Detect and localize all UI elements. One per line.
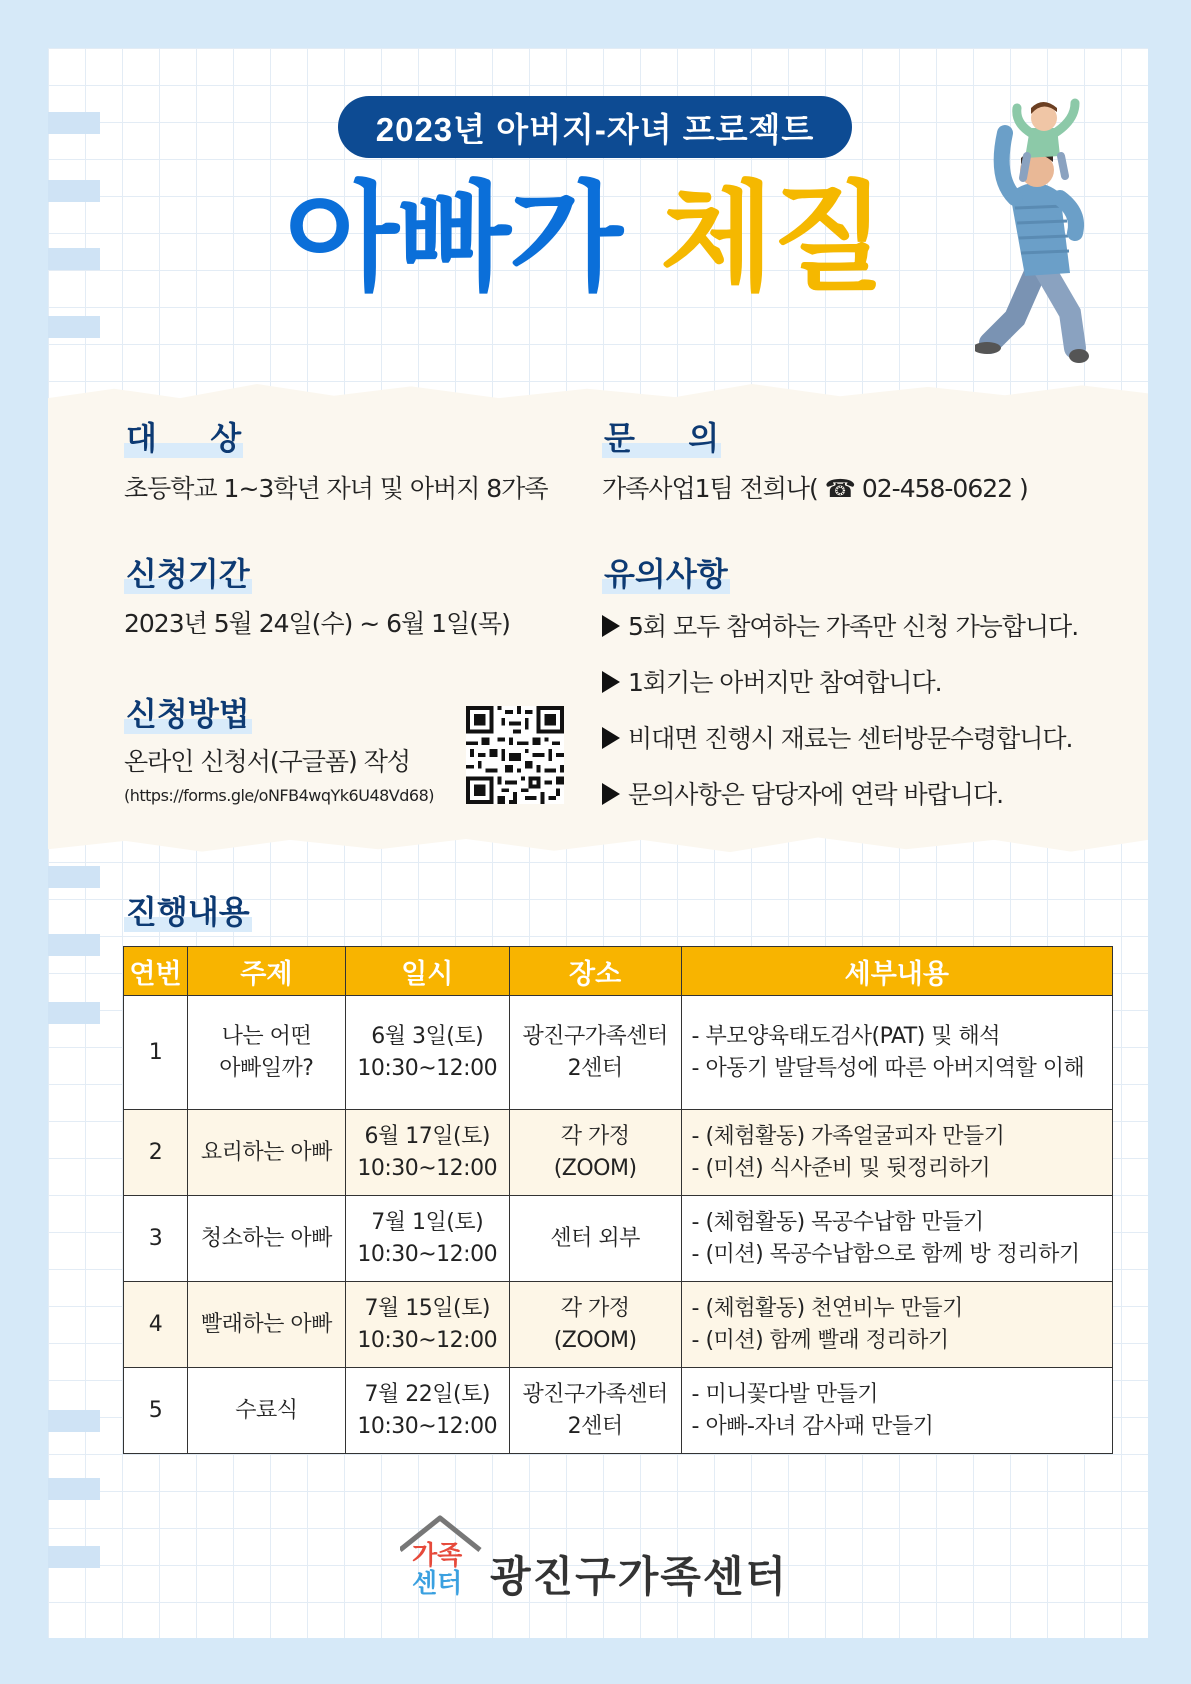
inquiry-text [602, 472, 1028, 506]
detail-line: - (체험활동) 목공수납함 만들기 [691, 1209, 984, 1235]
note-text: 5회 모두 참여하는 가족만 신청 가능합니다. [628, 612, 1079, 641]
column-header: 주제 [187, 947, 345, 996]
session-date: 7월 22일(토) [364, 1381, 490, 1407]
binder-tab [48, 316, 100, 338]
place-line: (ZOOM) [553, 1155, 637, 1181]
binder-tab [48, 934, 100, 956]
session-time: 10:30~12:00 [357, 1241, 498, 1267]
detail-line: - (체험활동) 가족얼굴피자 만들기 [691, 1123, 1005, 1149]
session-number: 5 [124, 1368, 188, 1454]
column-header: 장소 [509, 947, 681, 996]
session-place [509, 1196, 681, 1282]
table-row [124, 996, 1113, 1110]
session-time: 10:30~12:00 [357, 1327, 498, 1353]
place-line: 2센터 [567, 1413, 623, 1439]
inquiry-phone[interactable]: 02-458-0622 [861, 474, 1013, 503]
father-child-illustration-icon [975, 98, 1125, 364]
main-title [285, 168, 925, 308]
place-line: (ZOOM) [553, 1327, 637, 1353]
title-part-yellow: 체질 [660, 169, 885, 307]
target-heading: 대 상 [126, 420, 242, 456]
inquiry-suffix: ) [1019, 474, 1028, 503]
session-place [509, 996, 681, 1110]
note-text: 1회기는 아버지만 참여합니다. [628, 668, 942, 697]
session-time: 10:30~12:00 [357, 1155, 498, 1181]
table-row [124, 1110, 1113, 1196]
schedule-heading: 진행내용 [126, 894, 250, 930]
logo-line-1: 가족 [412, 1540, 463, 1570]
phone-icon: ☎ [824, 474, 855, 503]
topic-line: 나는 어떤 [221, 1023, 312, 1049]
place-line: 각 가정 [560, 1295, 630, 1321]
topic-line: 빨래하는 아빠 [200, 1311, 332, 1337]
detail-line: - 미니꽃다발 만들기 [691, 1381, 878, 1407]
place-line: 2센터 [567, 1055, 623, 1081]
detail-line: - 아동기 발달특성에 따른 아버지역할 이해 [691, 1055, 1085, 1081]
place-line: 센터 외부 [550, 1225, 640, 1251]
session-detail [681, 996, 1112, 1110]
place-line: 각 가정 [560, 1123, 630, 1149]
note-item [602, 607, 1078, 643]
note-item [602, 663, 942, 699]
session-topic [187, 996, 345, 1110]
binder-tab [48, 1410, 100, 1432]
session-detail [681, 1368, 1112, 1454]
topic-line: 청소하는 아빠 [200, 1225, 332, 1251]
method-url[interactable]: (https://forms.gle/oNFB4wqYk6U48Vd68) [124, 786, 435, 805]
session-datetime [345, 1196, 509, 1282]
session-datetime [345, 1110, 509, 1196]
binder-tab [48, 1546, 100, 1568]
topic-line: 아빠일까? [219, 1055, 314, 1081]
triangle-bullet-icon [602, 615, 620, 637]
binder-tab [48, 1478, 100, 1500]
logo-line-2: 센터 [412, 1568, 463, 1598]
triangle-bullet-icon [602, 671, 620, 693]
schedule-table [123, 946, 1113, 1454]
detail-line: - 부모양육태도검사(PAT) 및 해석 [691, 1023, 1001, 1049]
title-part-blue: 아빠가 [285, 169, 621, 307]
session-datetime [345, 1368, 509, 1454]
project-badge: 2023년 아버지-자녀 프로젝트 [338, 96, 852, 158]
place-line: 광진구가족센터 [522, 1381, 668, 1407]
topic-line: 요리하는 아빠 [200, 1139, 332, 1165]
note-item [602, 719, 1073, 755]
inquiry-heading: 문 의 [604, 420, 720, 456]
session-place [509, 1368, 681, 1454]
detail-line: - (체험활동) 천연비누 만들기 [691, 1295, 963, 1321]
table-row [124, 1368, 1113, 1454]
session-topic [187, 1368, 345, 1454]
inquiry-contact: 가족사업1팀 전희나( [602, 474, 818, 503]
topic-line: 수료식 [235, 1397, 298, 1423]
note-text: 비대면 진행시 재료는 센터방문수령합니다. [628, 724, 1073, 753]
session-number: 3 [124, 1196, 188, 1282]
binder-tab [48, 180, 100, 202]
session-place [509, 1110, 681, 1196]
period-text: 2023년 5월 24일(수) ~ 6월 1일(목) [124, 609, 510, 638]
detail-line: - (미션) 목공수납함으로 함께 방 정리하기 [691, 1241, 1080, 1267]
session-time: 10:30~12:00 [357, 1413, 498, 1439]
method-heading: 신청방법 [126, 696, 250, 732]
triangle-bullet-icon [602, 783, 620, 805]
binder-tab [48, 1002, 100, 1024]
notes-heading: 유의사항 [604, 556, 728, 592]
footer-organization-name: 광진구가족센터 [490, 1553, 789, 1600]
session-date: 7월 15일(토) [364, 1295, 490, 1321]
triangle-bullet-icon [602, 727, 620, 749]
detail-line: - (미션) 함께 빨래 정리하기 [691, 1327, 949, 1353]
qr-code-icon[interactable] [466, 706, 564, 804]
session-number: 1 [124, 996, 188, 1110]
session-date: 7월 1일(토) [371, 1209, 484, 1235]
session-detail [681, 1110, 1112, 1196]
session-detail [681, 1282, 1112, 1368]
column-header: 연번 [124, 947, 188, 996]
session-topic [187, 1282, 345, 1368]
column-header: 일시 [345, 947, 509, 996]
session-date: 6월 3일(토) [371, 1023, 484, 1049]
session-datetime [345, 996, 509, 1110]
target-text: 초등학교 1~3학년 자녀 및 아버지 8가족 [124, 474, 548, 503]
binder-tab [48, 112, 100, 134]
session-topic [187, 1110, 345, 1196]
binder-tab [48, 248, 100, 270]
session-datetime [345, 1282, 509, 1368]
session-time: 10:30~12:00 [357, 1055, 498, 1081]
period-heading: 신청기간 [126, 556, 250, 592]
note-item [602, 775, 1003, 811]
session-date: 6월 17일(토) [364, 1123, 490, 1149]
detail-line: - (미션) 식사준비 및 뒷정리하기 [691, 1155, 991, 1181]
binder-tab [48, 866, 100, 888]
note-text: 문의사항은 담당자에 연락 바랍니다. [628, 780, 1004, 809]
session-topic [187, 1196, 345, 1282]
method-text: 온라인 신청서(구글폼) 작성 [124, 747, 411, 776]
session-number: 2 [124, 1110, 188, 1196]
detail-line: - 아빠-자녀 감사패 만들기 [691, 1413, 934, 1439]
table-row [124, 1196, 1113, 1282]
session-number: 4 [124, 1282, 188, 1368]
place-line: 광진구가족센터 [522, 1023, 668, 1049]
table-row [124, 1282, 1113, 1368]
table-header-row [124, 947, 1113, 996]
session-place [509, 1282, 681, 1368]
session-detail [681, 1196, 1112, 1282]
column-header: 세부내용 [681, 947, 1112, 996]
